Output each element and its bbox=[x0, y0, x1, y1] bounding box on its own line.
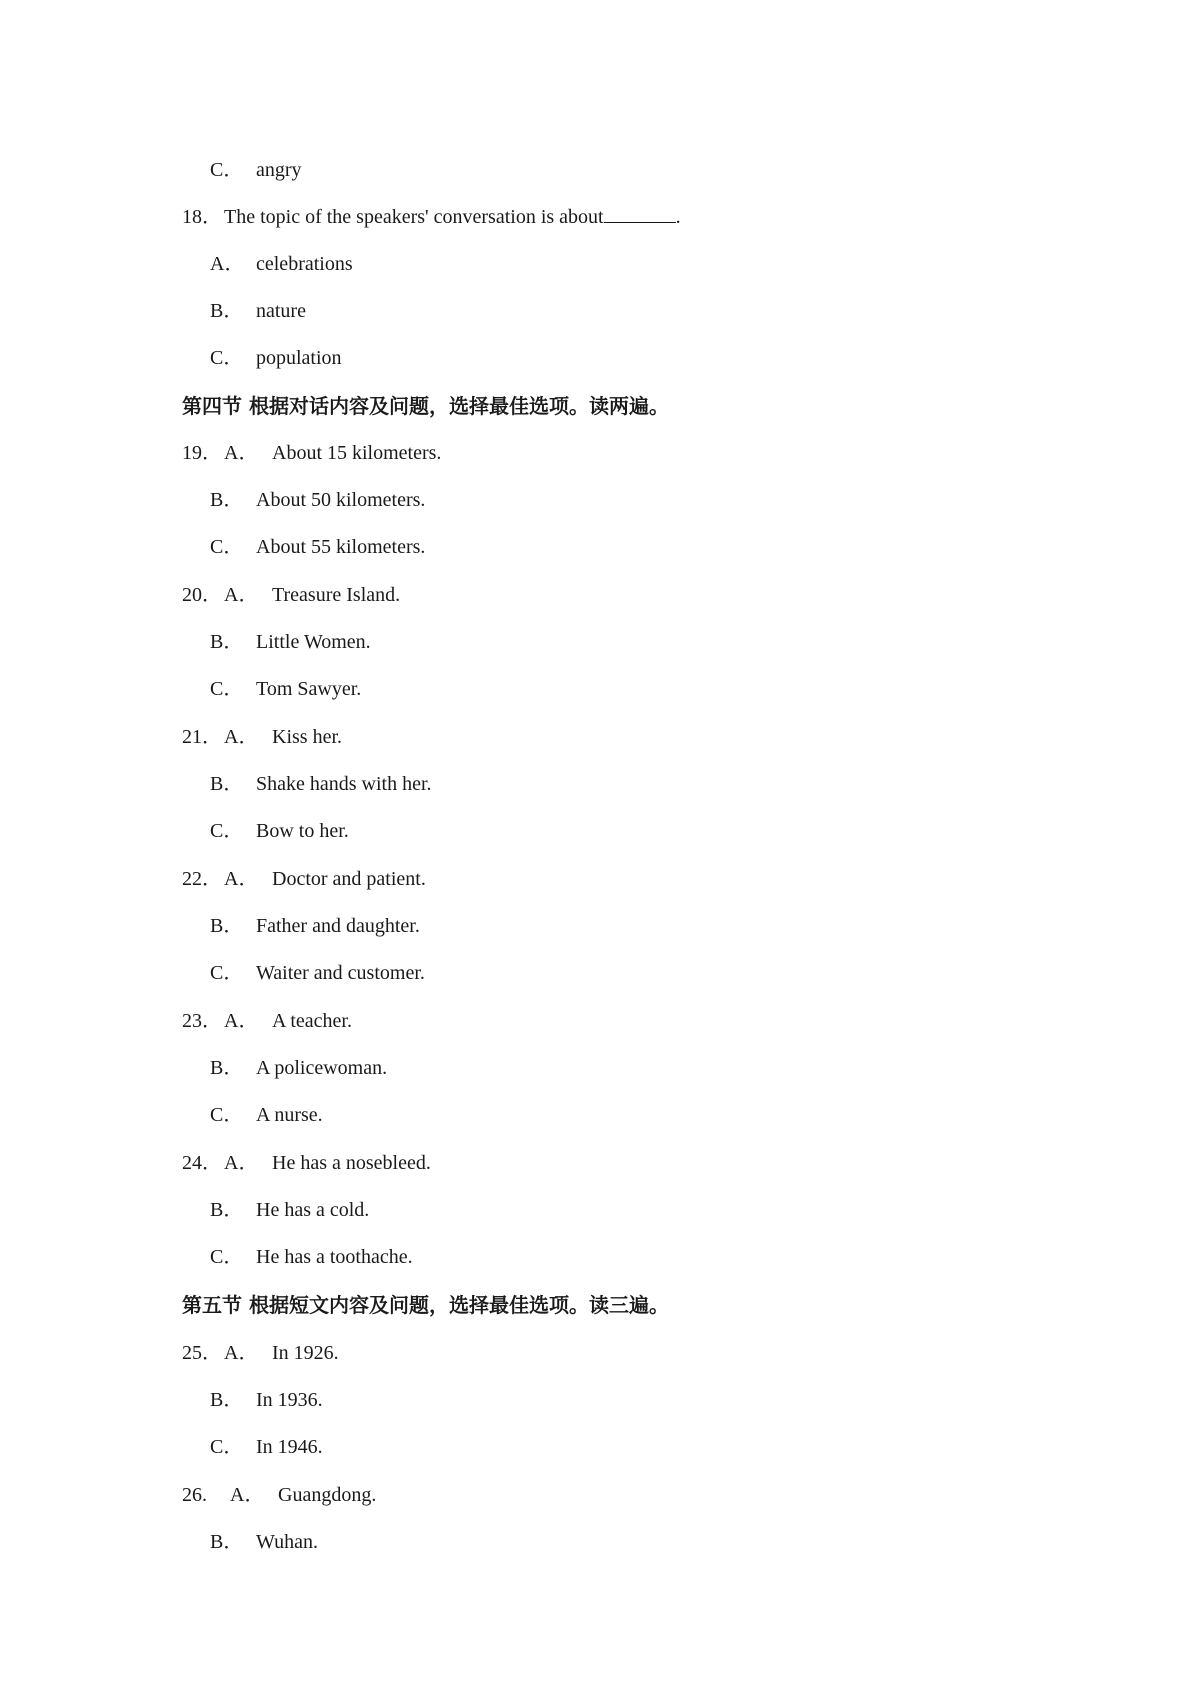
option-letter: A． bbox=[230, 1484, 265, 1506]
section-5-heading: 第五节 根据短文内容及问题，选择最佳选项。读三遍。 bbox=[182, 1293, 669, 1317]
option-letter: B． bbox=[210, 300, 244, 322]
answer-blank bbox=[604, 204, 676, 223]
option-20-a bbox=[182, 581, 400, 609]
option-text: A nurse. bbox=[256, 1104, 323, 1126]
option-20-b bbox=[210, 628, 371, 656]
option-text: In 1926. bbox=[272, 1342, 339, 1364]
question-18 bbox=[182, 203, 681, 231]
option-19-b bbox=[210, 486, 425, 514]
option-letter: A． bbox=[224, 584, 259, 606]
option-24-c bbox=[210, 1243, 413, 1271]
option-letter: C． bbox=[210, 1104, 244, 1126]
option-letter: A． bbox=[224, 442, 259, 464]
option-22-c bbox=[210, 959, 425, 987]
option-text: angry bbox=[256, 159, 302, 181]
option-text: Waiter and customer. bbox=[256, 962, 425, 984]
option-text: He has a toothache. bbox=[256, 1246, 413, 1268]
option-letter: C． bbox=[210, 1246, 244, 1268]
option-23-c bbox=[210, 1101, 323, 1129]
question-text: The topic of the speakers' conversation is about bbox=[224, 206, 604, 228]
option-text: Kiss her. bbox=[272, 726, 342, 748]
option-text: celebrations bbox=[256, 253, 353, 275]
option-letter: C． bbox=[210, 678, 244, 700]
option-letter: C． bbox=[210, 159, 244, 181]
option-21-a bbox=[182, 723, 342, 751]
question-tail: . bbox=[675, 206, 681, 228]
option-24-a bbox=[182, 1149, 431, 1177]
option-20-c bbox=[210, 675, 361, 703]
question-number: 26. bbox=[182, 1484, 207, 1506]
option-letter: B． bbox=[210, 1389, 244, 1411]
question-number: 19． bbox=[182, 442, 222, 464]
option-text: A policewoman. bbox=[256, 1057, 388, 1079]
option-25-a bbox=[182, 1339, 339, 1367]
option-text: About 55 kilometers. bbox=[256, 536, 426, 558]
option-letter: B． bbox=[210, 489, 244, 511]
option-text: He has a cold. bbox=[256, 1199, 370, 1221]
option-letter: B． bbox=[210, 631, 244, 653]
option-text: nature bbox=[256, 300, 306, 322]
question-number: 20． bbox=[182, 584, 222, 606]
question-number: 22． bbox=[182, 868, 222, 890]
option-letter: A． bbox=[224, 1342, 259, 1364]
option-18-b bbox=[210, 297, 306, 325]
option-21-c bbox=[210, 817, 349, 845]
option-text: Shake hands with her. bbox=[256, 773, 432, 795]
option-letter: B． bbox=[210, 1531, 244, 1553]
option-text: He has a nosebleed. bbox=[272, 1152, 431, 1174]
question-number: 21． bbox=[182, 726, 222, 748]
option-22-b bbox=[210, 912, 420, 940]
question-number: 25． bbox=[182, 1342, 222, 1364]
option-text: In 1946. bbox=[256, 1436, 323, 1458]
option-letter: A． bbox=[224, 726, 259, 748]
question-number: 23． bbox=[182, 1010, 222, 1032]
option-letter: B． bbox=[210, 773, 244, 795]
option-text: Father and daughter. bbox=[256, 915, 420, 937]
option-letter: C． bbox=[210, 1436, 244, 1458]
option-letter: B． bbox=[210, 1199, 244, 1221]
option-letter: A． bbox=[210, 253, 245, 275]
option-25-c bbox=[210, 1433, 323, 1461]
option-text: About 15 kilometers. bbox=[272, 442, 442, 464]
option-26-b bbox=[210, 1528, 318, 1556]
option-text: About 50 kilometers. bbox=[256, 489, 426, 511]
option-19-a bbox=[182, 439, 441, 467]
option-letter: C． bbox=[210, 820, 244, 842]
option-21-b bbox=[210, 770, 432, 798]
option-letter: B． bbox=[210, 1057, 244, 1079]
option-letter: C． bbox=[210, 962, 244, 984]
option-text: A teacher. bbox=[272, 1010, 352, 1032]
option-letter: A． bbox=[224, 1010, 259, 1032]
option-text: Wuhan. bbox=[256, 1531, 318, 1553]
option-26-a bbox=[182, 1481, 376, 1509]
question-number: 18． bbox=[182, 206, 222, 228]
option-19-c bbox=[210, 533, 425, 561]
option-23-a bbox=[182, 1007, 352, 1035]
option-text: Doctor and patient. bbox=[272, 868, 426, 890]
option-letter: C． bbox=[210, 347, 244, 369]
section-4-heading: 第四节 根据对话内容及问题，选择最佳选项。读两遍。 bbox=[182, 394, 669, 418]
option-text: Treasure Island. bbox=[272, 584, 401, 606]
option-text: In 1936. bbox=[256, 1389, 323, 1411]
option-text: Tom Sawyer. bbox=[256, 678, 362, 700]
option-22-a bbox=[182, 865, 426, 893]
question-number: 24． bbox=[182, 1152, 222, 1174]
option-letter: C． bbox=[210, 536, 244, 558]
option-letter: A． bbox=[224, 1152, 259, 1174]
option-text: population bbox=[256, 347, 342, 369]
option-25-b bbox=[210, 1386, 323, 1414]
option-letter: A． bbox=[224, 868, 259, 890]
option-text: Bow to her. bbox=[256, 820, 349, 842]
option-18-c bbox=[210, 344, 342, 372]
option-text: Guangdong. bbox=[278, 1484, 377, 1506]
option-text: Little Women. bbox=[256, 631, 371, 653]
option-17-c bbox=[210, 156, 302, 184]
option-23-b bbox=[210, 1054, 387, 1082]
option-letter: B． bbox=[210, 915, 244, 937]
option-18-a bbox=[210, 250, 353, 278]
option-24-b bbox=[210, 1196, 369, 1224]
